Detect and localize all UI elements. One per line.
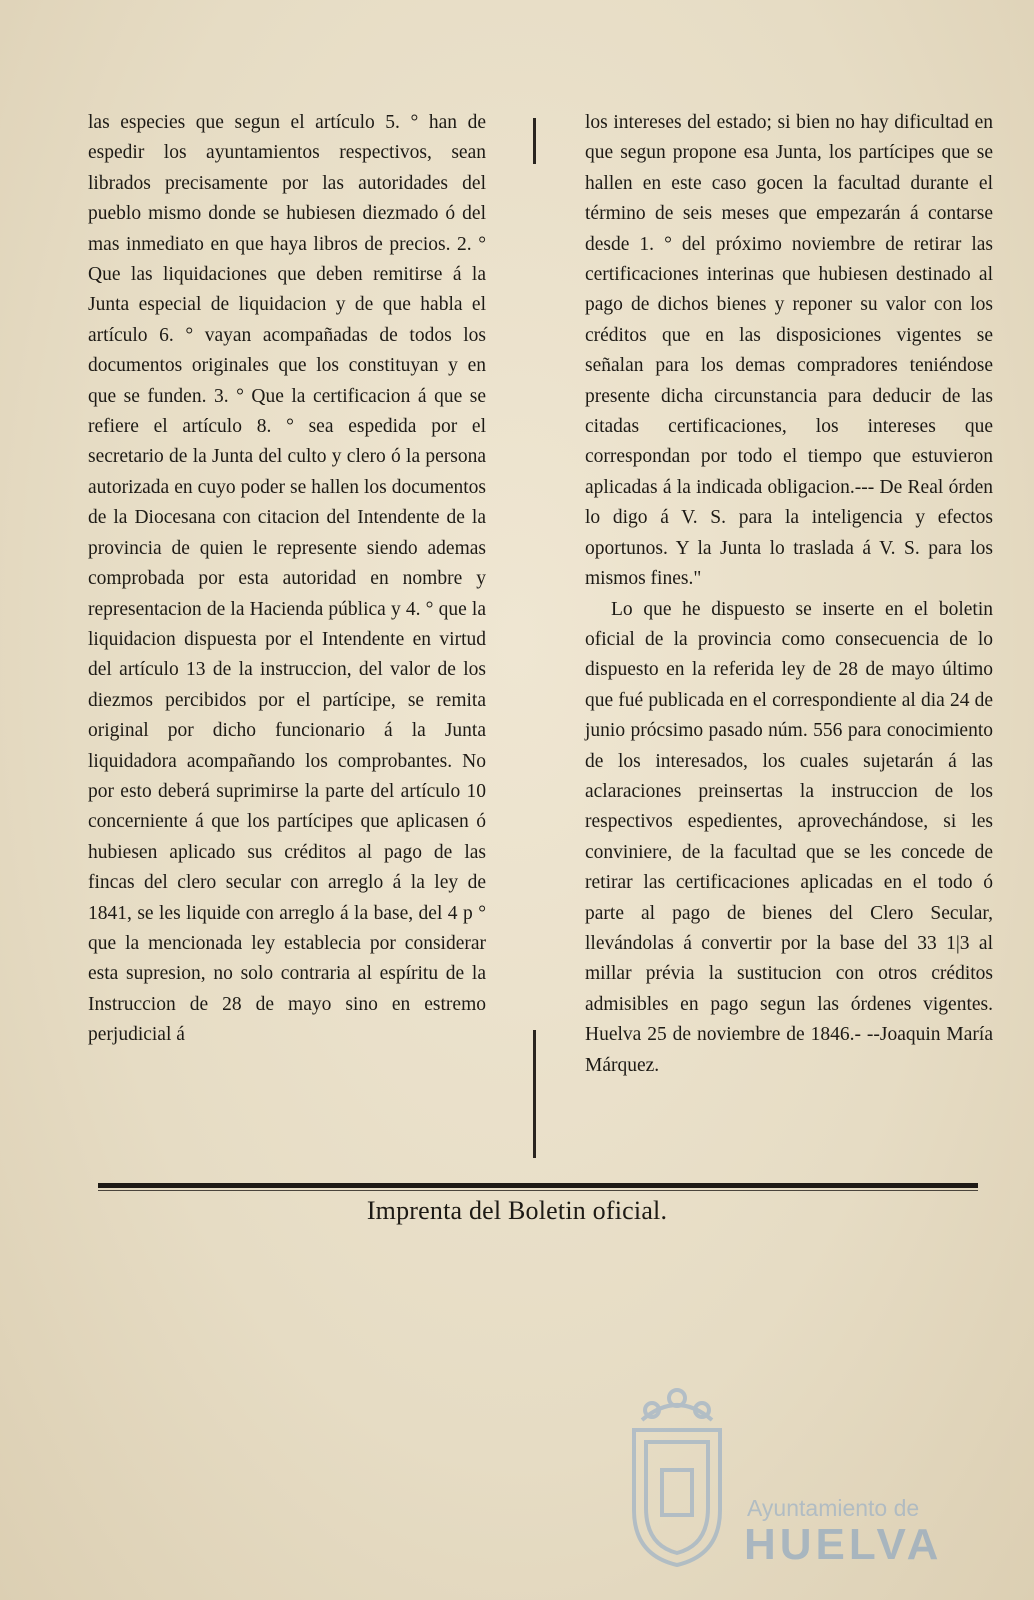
watermark-line-2: HUELVA xyxy=(744,1520,943,1569)
right-column-paragraph-2: Lo que he dispuesto se inserte en el boletin oficial de la provincia como consecuencia de lo dispuesto en la referida ley de 28 de mayo último que fué publicada en el correspondiente al dia 24 de junio prócsimo pasado núm. 556 para conocimiento de los interesados, los cuales sujetarán á las aclaraciones preinsertas la instruccion de los respectivos espedientes, aprovechándose, si les conviniere, de la facultad que se les concede de retirar las certificaciones aplicadas en el todo ó parte al pago de bienes del Clero Secular, llevándolas á convertir por la base del 33 1|3 al millar prévia la sustitucion con otros créditos admisibles en pago segun las órdenes vigentes. Huelva 25 de noviembre de 1846.- --Joaquin María Márquez. xyxy=(585,598,993,1076)
left-column-paragraph: las especies que segun el artículo 5. ° han de espedir los ayuntamientos respectivos, sean librados precisamente por las autoridades del pueblo mismo donde se hubiesen diezmado ó del mas inmediato en que haya libros de precios. 2. ° Que las liquidaciones que deben remitirse á la Junta especial de liquidacion y de que habla el artículo 6. ° vayan acompañadas de todos los documentos originales que los constituyan y en que se funden. 3. ° Que la certificacion á que se refiere el artículo 8. ° sea espedida por el secretario de la Junta del culto y clero ó la persona autorizada en cuyo poder se hallen los documentos de la Diocesana con citacion del Intendente de la provincia de quien le represente siendo ademas comprobada por esta autoridad en nombre y representacion de la Hacienda pública y 4. ° que la liquidacion dispuesta por el Intendente en virtud del artículo 13 de la instruccion, del valor de los diezmos percibidos por el partícipe, se remita original por dicho funcionario á la Junta liquidadora acompañando los comprobantes. No por esto deberá suprimirse la parte del artículo 10 concerniente á que los partícipes que aplicasen ó hubiesen aplicado sus créditos al pago de las fincas del clero secular con arreglo á la ley de 1841, se les liquide con arreglo á la base, del 4 p ° que la mencionada ley establecia por considerar esta supresion, no solo contraria al espíritu de la Instruccion de 28 de mayo sino en estremo perjudicial á xyxy=(88,112,486,1046)
right-column-paragraph-1: los intereses del estado; si bien no hay dificultad en que segun propone esa Junta, los partícipes que se hallen en este caso gocen la facultad durante el término de seis meses que empezarán á contarse desde 1. ° del próximo noviembre de retirar las certificaciones interinas que hubiesen destinado al pago de dichos bienes y reponer su valor con los créditos que en las disposiciones vigentes se señalan para los demas compradores teniéndose presente dicha circunstancia para deducir de las citadas certificaciones, los intereses que correspondan por todo el tiempo que estuvieron aplicadas á la indicada obligacion.--- De Real órden lo digo á V. S. para la inteligencia y efectos oportunos. Y la Junta lo traslada á V. S. para los mismos fines." xyxy=(585,112,993,590)
right-column xyxy=(585,108,993,1081)
huelva-watermark xyxy=(622,1380,962,1570)
huelva-coat-of-arms-icon xyxy=(622,1380,732,1570)
column-divider-bottom xyxy=(533,1030,536,1158)
footer-rule-thin xyxy=(98,1190,978,1191)
imprint-line: Imprenta del Boletin oficial. xyxy=(366,1196,668,1225)
column-divider-top xyxy=(533,118,536,164)
watermark-line-1: Ayuntamiento de xyxy=(747,1495,920,1521)
left-column xyxy=(88,108,486,1051)
footer-rule-thick xyxy=(98,1183,978,1188)
